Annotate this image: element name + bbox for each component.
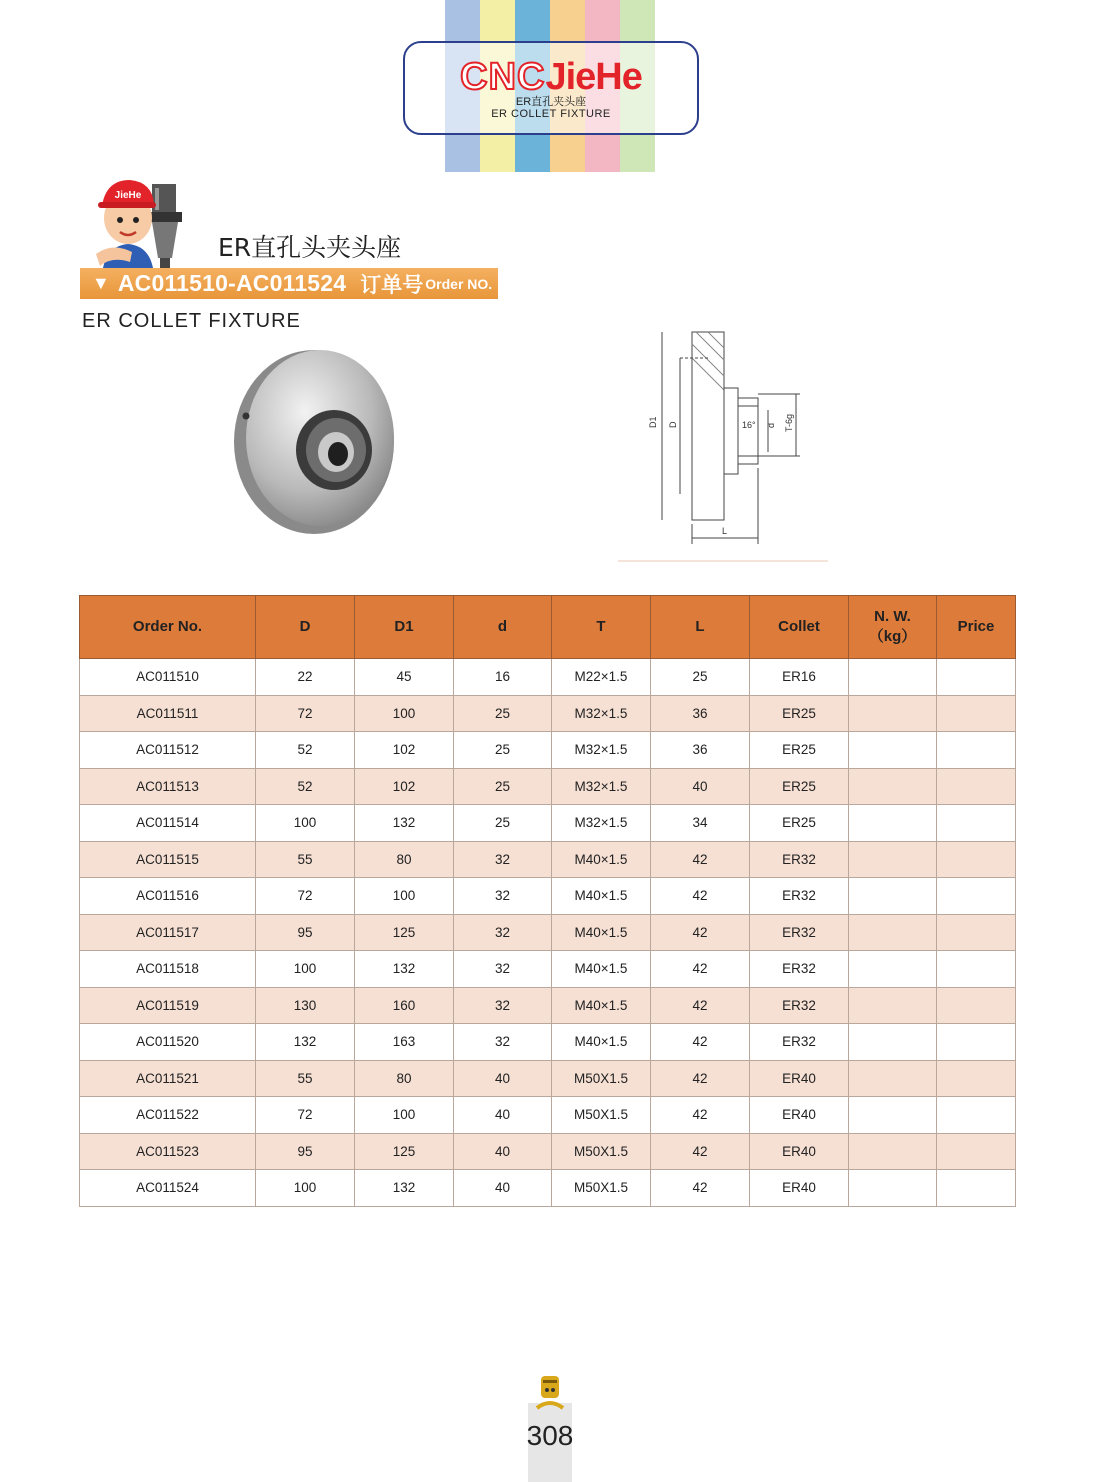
cell-L: 42: [651, 878, 750, 915]
cell-D: 130: [256, 987, 355, 1024]
cell-net-weight: [849, 1133, 937, 1170]
cell-order-no: AC011511: [80, 695, 256, 732]
cell-D1: 100: [355, 878, 454, 915]
mascot-cap-brim: [98, 202, 156, 208]
cell-collet: ER32: [750, 841, 849, 878]
cell-D: 72: [256, 1097, 355, 1134]
mini-icon-arms: [537, 1403, 563, 1408]
header-collet: Collet: [750, 596, 849, 659]
cell-order-no: AC011522: [80, 1097, 256, 1134]
cell-D: 132: [256, 1024, 355, 1061]
mascot-illustration: [92, 176, 198, 276]
cell-D1: 160: [355, 987, 454, 1024]
cell-L: 34: [651, 805, 750, 842]
table-row: [80, 914, 1016, 951]
header-L: L: [651, 596, 750, 659]
cell-price: [937, 1170, 1016, 1207]
cell-T: M40×1.5: [552, 878, 651, 915]
cell-order-no: AC011521: [80, 1060, 256, 1097]
cell-D1: 125: [355, 914, 454, 951]
cell-price: [937, 732, 1016, 769]
cell-net-weight: [849, 695, 937, 732]
cell-net-weight: [849, 732, 937, 769]
cell-collet: ER25: [750, 805, 849, 842]
product-title-cn: ER直孔头夹头座: [218, 233, 402, 262]
cell-net-weight: [849, 805, 937, 842]
table-row: [80, 1097, 1016, 1134]
cell-d: 32: [454, 841, 552, 878]
cell-L: 36: [651, 732, 750, 769]
brand-logo-box: [403, 41, 699, 135]
label-D1: D1: [648, 416, 658, 428]
cell-net-weight: [849, 1060, 937, 1097]
header-D: D: [256, 596, 355, 659]
header-d: d: [454, 596, 552, 659]
cell-price: [937, 878, 1016, 915]
mini-icon-stripe: [543, 1380, 557, 1383]
cell-net-weight: [849, 659, 937, 696]
cell-net-weight: [849, 841, 937, 878]
cell-net-weight: [849, 768, 937, 805]
cell-price: [937, 768, 1016, 805]
cell-L: 42: [651, 951, 750, 988]
header-price: Price: [937, 596, 1016, 659]
brand-logo: [405, 57, 697, 97]
cell-d: 32: [454, 951, 552, 988]
brand-logo-name: JieHe: [545, 56, 642, 98]
cell-L: 42: [651, 1060, 750, 1097]
cell-D: 55: [256, 841, 355, 878]
cell-order-no: AC011515: [80, 841, 256, 878]
cell-T: M40×1.5: [552, 987, 651, 1024]
cell-order-no: AC011510: [80, 659, 256, 696]
table-row: [80, 695, 1016, 732]
cell-price: [937, 841, 1016, 878]
order-label-en: Order NO.: [425, 275, 493, 292]
label-D: D: [668, 421, 678, 428]
cell-L: 40: [651, 768, 750, 805]
mini-icon-eye-left: [545, 1388, 549, 1392]
cell-order-no: AC011519: [80, 987, 256, 1024]
cell-price: [937, 659, 1016, 696]
cell-order-no: AC011517: [80, 914, 256, 951]
label-angle: 16°: [742, 420, 756, 430]
cell-collet: ER40: [750, 1097, 849, 1134]
table-header-row: [80, 596, 1016, 659]
table-row: [80, 1024, 1016, 1061]
cell-order-no: AC011513: [80, 768, 256, 805]
cell-d: 16: [454, 659, 552, 696]
mini-icon-head: [541, 1376, 559, 1398]
cell-D: 95: [256, 914, 355, 951]
cell-T: M50X1.5: [552, 1170, 651, 1207]
cell-T: M50X1.5: [552, 1133, 651, 1170]
cell-d: 40: [454, 1133, 552, 1170]
cell-T: M50X1.5: [552, 1097, 651, 1134]
table-row: [80, 841, 1016, 878]
table-row: [80, 768, 1016, 805]
cell-d: 40: [454, 1060, 552, 1097]
cell-d: 40: [454, 1170, 552, 1207]
cell-T: M32×1.5: [552, 805, 651, 842]
cell-net-weight: [849, 1024, 937, 1061]
cell-order-no: AC011516: [80, 878, 256, 915]
mascot-tool-highlight: [155, 188, 159, 210]
cell-collet: ER40: [750, 1133, 849, 1170]
cell-D1: 45: [355, 659, 454, 696]
cell-net-weight: [849, 1170, 937, 1207]
cell-price: [937, 951, 1016, 988]
cell-T: M40×1.5: [552, 951, 651, 988]
cell-T: M40×1.5: [552, 1024, 651, 1061]
mascot-eye-right: [133, 217, 139, 223]
header-order-no: Order No.: [80, 596, 256, 659]
triangle-down-icon: ▼: [92, 273, 110, 293]
cell-L: 42: [651, 987, 750, 1024]
drawing-nose: [738, 398, 758, 464]
cell-D1: 163: [355, 1024, 454, 1061]
cell-D: 100: [256, 805, 355, 842]
cell-order-no: AC011512: [80, 732, 256, 769]
order-number-bar: [80, 268, 498, 299]
cell-net-weight: [849, 878, 937, 915]
cell-T: M22×1.5: [552, 659, 651, 696]
technical-drawing: [618, 328, 830, 564]
cell-T: M50X1.5: [552, 1060, 651, 1097]
cell-D: 52: [256, 732, 355, 769]
drawing-hub: [724, 388, 738, 474]
cell-T: M32×1.5: [552, 695, 651, 732]
product-title-en: ER COLLET FIXTURE: [82, 310, 301, 332]
mascot-eye-left: [117, 217, 123, 223]
cell-D1: 100: [355, 695, 454, 732]
cell-collet: ER25: [750, 768, 849, 805]
table-row: [80, 1133, 1016, 1170]
header-subtitle-en: ER COLLET FIXTURE: [491, 108, 611, 120]
cell-D1: 102: [355, 768, 454, 805]
cell-d: 40: [454, 1097, 552, 1134]
header-D1: D1: [355, 596, 454, 659]
cell-collet: ER32: [750, 914, 849, 951]
cell-collet: ER16: [750, 659, 849, 696]
cell-D: 95: [256, 1133, 355, 1170]
drawing-hatch: [692, 332, 724, 390]
cell-T: M40×1.5: [552, 914, 651, 951]
table-row: [80, 805, 1016, 842]
label-T: T-6g: [784, 413, 794, 432]
cell-price: [937, 1060, 1016, 1097]
header-T: T: [552, 596, 651, 659]
fixture-side-hole: [243, 413, 250, 420]
cell-L: 36: [651, 695, 750, 732]
cell-T: M32×1.5: [552, 768, 651, 805]
cell-D: 72: [256, 695, 355, 732]
cell-D: 55: [256, 1060, 355, 1097]
collet-bore: [328, 442, 348, 466]
header-nw-label: N. W.: [874, 608, 911, 625]
order-label-cn: 订单号: [360, 272, 424, 297]
cell-collet: ER25: [750, 695, 849, 732]
mini-icon-eye-right: [551, 1388, 555, 1392]
product-photo: [222, 346, 398, 538]
cell-net-weight: [849, 914, 937, 951]
cell-collet: ER40: [750, 1170, 849, 1207]
cell-D: 72: [256, 878, 355, 915]
cell-order-no: AC011524: [80, 1170, 256, 1207]
cell-L: 42: [651, 914, 750, 951]
cell-d: 25: [454, 695, 552, 732]
cell-D1: 100: [355, 1097, 454, 1134]
table-row: [80, 878, 1016, 915]
cell-net-weight: [849, 987, 937, 1024]
cell-price: [937, 1097, 1016, 1134]
mascot-cap-text: JieHe: [114, 190, 142, 201]
cell-D1: 132: [355, 1170, 454, 1207]
cell-collet: ER32: [750, 878, 849, 915]
cell-price: [937, 695, 1016, 732]
table-row: [80, 1170, 1016, 1207]
label-d: d: [766, 422, 776, 428]
header-net-weight: [849, 596, 937, 659]
cell-d: 25: [454, 732, 552, 769]
cell-L: 25: [651, 659, 750, 696]
cell-L: 42: [651, 1024, 750, 1061]
cell-D: 22: [256, 659, 355, 696]
label-L: L: [722, 526, 728, 536]
cell-D1: 125: [355, 1133, 454, 1170]
cell-T: M40×1.5: [552, 841, 651, 878]
cell-D: 100: [256, 951, 355, 988]
cell-collet: ER32: [750, 951, 849, 988]
cell-collet: ER40: [750, 1060, 849, 1097]
page-number: 308: [526, 1420, 574, 1451]
cell-net-weight: [849, 1097, 937, 1134]
mascot-mini-icon: [533, 1374, 567, 1414]
table-row: [80, 732, 1016, 769]
cell-order-no: AC011514: [80, 805, 256, 842]
cell-collet: ER32: [750, 1024, 849, 1061]
cell-d: 32: [454, 987, 552, 1024]
cell-D1: 132: [355, 805, 454, 842]
cell-price: [937, 805, 1016, 842]
mascot-tool-flange: [148, 212, 182, 222]
table-row: [80, 951, 1016, 988]
cell-d: 32: [454, 914, 552, 951]
cell-D1: 80: [355, 841, 454, 878]
cell-D: 100: [256, 1170, 355, 1207]
cell-price: [937, 987, 1016, 1024]
cell-L: 42: [651, 1170, 750, 1207]
cell-order-no: AC011523: [80, 1133, 256, 1170]
cell-D1: 132: [355, 951, 454, 988]
cell-collet: ER25: [750, 732, 849, 769]
cell-price: [937, 914, 1016, 951]
cell-D1: 102: [355, 732, 454, 769]
cell-order-no: AC011520: [80, 1024, 256, 1061]
table-row: [80, 1060, 1016, 1097]
cell-price: [937, 1024, 1016, 1061]
mascot-tool-cone: [152, 222, 178, 258]
cell-d: 25: [454, 805, 552, 842]
brand-logo-cnc: CNC: [460, 56, 546, 98]
cell-collet: ER32: [750, 987, 849, 1024]
header-subtitle-cn: ER直孔夹头座: [515, 96, 587, 108]
cell-d: 32: [454, 1024, 552, 1061]
order-range: AC011510-AC011524: [117, 270, 347, 296]
cell-net-weight: [849, 951, 937, 988]
cell-L: 42: [651, 841, 750, 878]
cell-order-no: AC011518: [80, 951, 256, 988]
cell-D1: 80: [355, 1060, 454, 1097]
cell-L: 42: [651, 1097, 750, 1134]
table-row: [80, 659, 1016, 696]
cell-L: 42: [651, 1133, 750, 1170]
header-nw-unit: （kg）: [868, 628, 917, 645]
cell-d: 25: [454, 768, 552, 805]
spec-table: [79, 595, 1016, 1207]
cell-price: [937, 1133, 1016, 1170]
table-row: [80, 987, 1016, 1024]
cell-D: 52: [256, 768, 355, 805]
cell-T: M32×1.5: [552, 732, 651, 769]
cell-d: 32: [454, 878, 552, 915]
